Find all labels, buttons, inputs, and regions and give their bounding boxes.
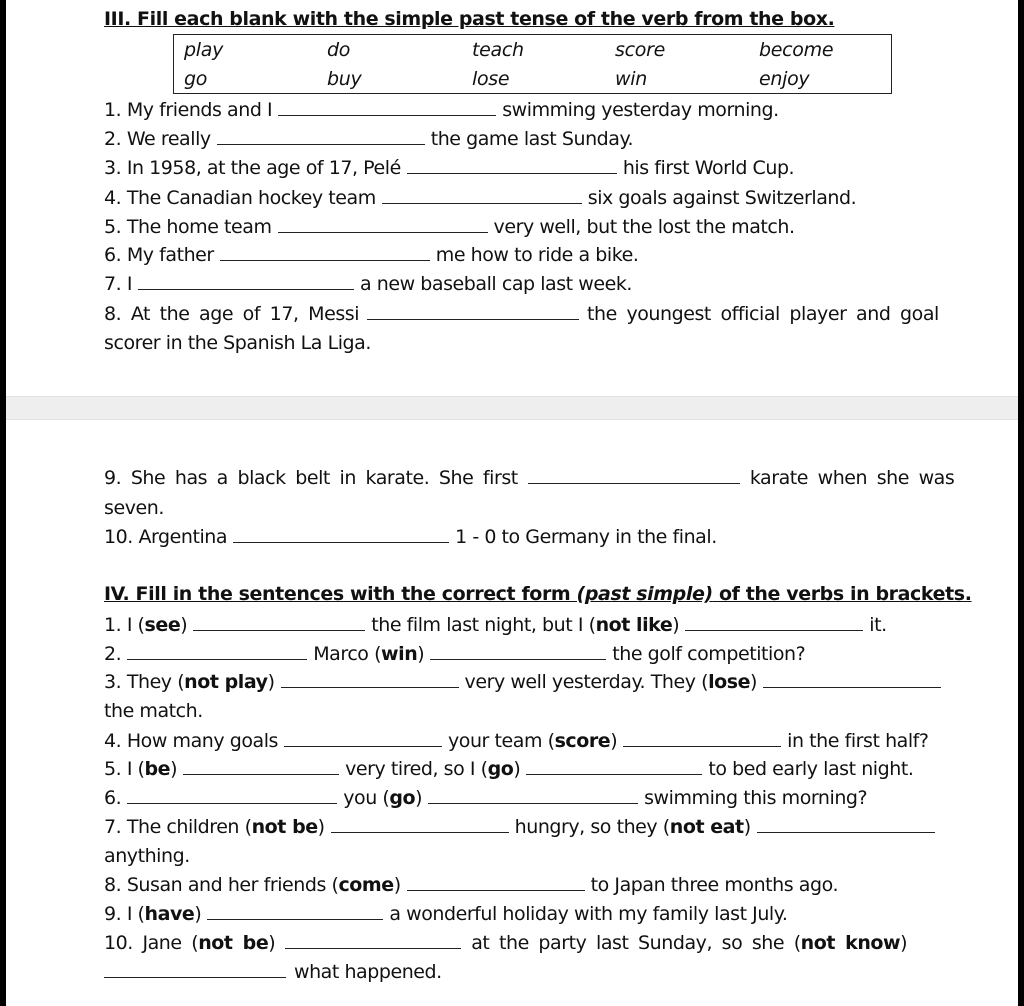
answer-blank[interactable]: [526, 760, 702, 775]
item-text: his first World Cup.: [622, 157, 795, 179]
exercise-item: [104, 273, 632, 295]
item-text: 6. My father: [104, 244, 214, 266]
answer-blank[interactable]: [763, 673, 941, 688]
answer-blank[interactable]: [382, 189, 582, 204]
answer-blank[interactable]: [233, 528, 449, 543]
answer-blank[interactable]: [284, 732, 442, 747]
item-text: 2.: [104, 643, 122, 665]
item-text: swimming yesterday morning.: [502, 99, 779, 121]
answer-blank[interactable]: [407, 159, 617, 174]
item-text: you (: [343, 787, 390, 809]
item-text: ): [415, 787, 423, 809]
answer-blank[interactable]: [367, 305, 579, 320]
verb-hint: go: [389, 787, 416, 809]
exercise-item: [104, 816, 941, 838]
verb-hint: be: [144, 758, 171, 780]
item-text: 10. Jane (: [104, 932, 199, 954]
exercise-item: [104, 467, 954, 489]
verb-hint: see: [144, 614, 181, 636]
word-box-item: do: [327, 39, 351, 61]
item-text: hungry, so they (: [514, 816, 670, 838]
exercise-item: [104, 671, 947, 693]
page-separator: [6, 396, 1018, 420]
exercise-item: [104, 614, 887, 636]
exercise-item: [104, 99, 779, 121]
item-text: 9. She has a black belt in karate. She first: [104, 467, 518, 489]
item-text: a wonderful holiday with my family last July.: [389, 903, 788, 925]
word-box-item: go: [184, 68, 208, 90]
item-text: to Japan three months ago.: [590, 874, 839, 896]
verb-hint: have: [144, 903, 195, 925]
item-text: 2. We really: [104, 128, 211, 150]
verb-hint: lose: [708, 671, 751, 693]
exercise-item: [104, 244, 638, 266]
exercise-item: [104, 187, 856, 209]
item-text: ): [417, 643, 425, 665]
item-text: ): [267, 671, 275, 693]
item-text: 8. At the age of 17, Messi: [104, 303, 360, 325]
item-text: ): [170, 758, 178, 780]
verb-hint: not be: [251, 816, 318, 838]
word-box-item: buy: [327, 68, 362, 90]
exercise-item: [104, 157, 794, 179]
item-text: Marco (: [313, 643, 382, 665]
verb-hint: not eat: [669, 816, 744, 838]
verb-hint: not like: [595, 614, 673, 636]
item-text: the golf competition?: [612, 643, 806, 665]
item-text: 7. The children (: [104, 816, 252, 838]
word-box-item: become: [759, 39, 834, 61]
item-text: ): [393, 874, 401, 896]
answer-blank[interactable]: [685, 616, 863, 631]
item-text: very tired, so I (: [345, 758, 488, 780]
item-text: what happened.: [294, 961, 442, 983]
answer-blank[interactable]: [278, 218, 488, 233]
item-text: 10. Argentina: [104, 526, 228, 548]
exercise-item: [104, 932, 907, 954]
answer-blank[interactable]: [407, 876, 585, 891]
word-box-item: score: [615, 39, 665, 61]
item-text: me how to ride a bike.: [435, 244, 639, 266]
verb-hint: score: [554, 730, 611, 752]
exercise-item: [104, 526, 717, 548]
answer-blank[interactable]: [428, 789, 638, 804]
exercise-item: [104, 303, 939, 325]
item-text: ): [743, 816, 751, 838]
title-text-italic: (past simple): [576, 583, 713, 605]
exercise-item: [104, 643, 805, 665]
verb-hint: not play: [184, 671, 268, 693]
item-text: the youngest official player and goal: [587, 303, 939, 325]
item-text: karate when she was: [749, 467, 955, 489]
item-text: 1. I (: [104, 614, 145, 636]
answer-blank[interactable]: [104, 963, 286, 978]
item-text: your team (: [448, 730, 555, 752]
answer-blank[interactable]: [217, 130, 425, 145]
item-text: swimming this morning?: [644, 787, 868, 809]
item-text: 6.: [104, 787, 122, 809]
answer-blank[interactable]: [278, 101, 496, 116]
exercise-item: [104, 903, 787, 925]
answer-blank[interactable]: [183, 760, 339, 775]
word-box-item: play: [184, 39, 224, 61]
item-text: ): [750, 671, 757, 693]
exercise-item: [104, 758, 913, 780]
exercise-item: [104, 787, 867, 809]
exercise-item-continuation: scorer in the Spanish La Liga.: [104, 332, 371, 354]
verb-hint: go: [487, 758, 514, 780]
item-text: six goals against Switzerland.: [587, 187, 857, 209]
item-text: it.: [869, 614, 887, 636]
item-text: 1 - 0 to Germany in the final.: [455, 526, 717, 548]
item-text: in the first half?: [787, 730, 929, 752]
answer-blank[interactable]: [430, 645, 606, 660]
exercise-item-continuation: anything.: [104, 845, 190, 867]
item-text: the film last night, but I (: [371, 614, 596, 636]
verb-word-box: [173, 34, 892, 94]
word-box-item: win: [615, 68, 647, 90]
exercise-item: [104, 216, 795, 238]
exercise-item: [104, 874, 838, 896]
item-text: ): [194, 903, 202, 925]
item-text: 4. How many goals: [104, 730, 278, 752]
verb-hint: not know: [800, 932, 901, 954]
answer-blank[interactable]: [127, 645, 307, 660]
exercise-item: [104, 128, 633, 150]
item-text: 5. I (: [104, 758, 145, 780]
item-text: very well, but the lost the match.: [493, 216, 795, 238]
item-text: ): [268, 932, 276, 954]
exercise-item-continuation: [104, 961, 442, 983]
answer-blank[interactable]: [207, 905, 383, 920]
answer-blank[interactable]: [220, 246, 430, 261]
section-4-title: [104, 583, 972, 605]
item-text: the game last Sunday.: [430, 128, 634, 150]
verb-hint: come: [338, 874, 394, 896]
item-text: 8. Susan and her friends (: [104, 874, 339, 896]
word-box-item: lose: [472, 68, 510, 90]
exercise-item-continuation: the match.: [104, 700, 203, 722]
item-text: 3. They (: [104, 671, 185, 693]
title-text: IV. Fill in the sentences with the correct form: [104, 583, 577, 605]
item-text: ): [672, 614, 680, 636]
answer-blank[interactable]: [281, 673, 459, 688]
item-text: ): [610, 730, 618, 752]
answer-blank[interactable]: [193, 616, 365, 631]
answer-blank[interactable]: [285, 934, 461, 949]
section-3-title: III. Fill each blank with the simple past tense of the verb from the box.: [104, 8, 835, 30]
exercise-item: [104, 730, 929, 752]
word-box-item: enjoy: [759, 68, 810, 90]
verb-hint: win: [381, 643, 418, 665]
answer-blank[interactable]: [331, 818, 509, 833]
answer-blank[interactable]: [138, 275, 354, 290]
item-text: at the party last Sunday, so she (: [471, 932, 801, 954]
answer-blank[interactable]: [623, 732, 781, 747]
item-text: 3. In 1958, at the age of 17, Pelé: [104, 157, 401, 179]
item-text: to bed early last night.: [708, 758, 914, 780]
answer-blank[interactable]: [127, 789, 337, 804]
title-text: of the verbs in brackets.: [712, 583, 972, 605]
verb-hint: not be: [198, 932, 269, 954]
item-text: ): [317, 816, 325, 838]
item-text: ): [900, 932, 908, 954]
item-text: a new baseball cap last week.: [359, 273, 632, 295]
word-box-item: teach: [472, 39, 524, 61]
exercise-item-continuation: seven.: [104, 497, 164, 519]
item-text: 4. The Canadian hockey team: [104, 187, 376, 209]
item-text: 7. I: [104, 273, 132, 295]
item-text: 9. I (: [104, 903, 145, 925]
item-text: 1. My friends and I: [104, 99, 273, 121]
answer-blank[interactable]: [757, 818, 935, 833]
item-text: ): [180, 614, 188, 636]
item-text: very well yesterday. They (: [464, 671, 709, 693]
item-text: 5. The home team: [104, 216, 272, 238]
item-text: ): [513, 758, 521, 780]
answer-blank[interactable]: [528, 469, 740, 484]
